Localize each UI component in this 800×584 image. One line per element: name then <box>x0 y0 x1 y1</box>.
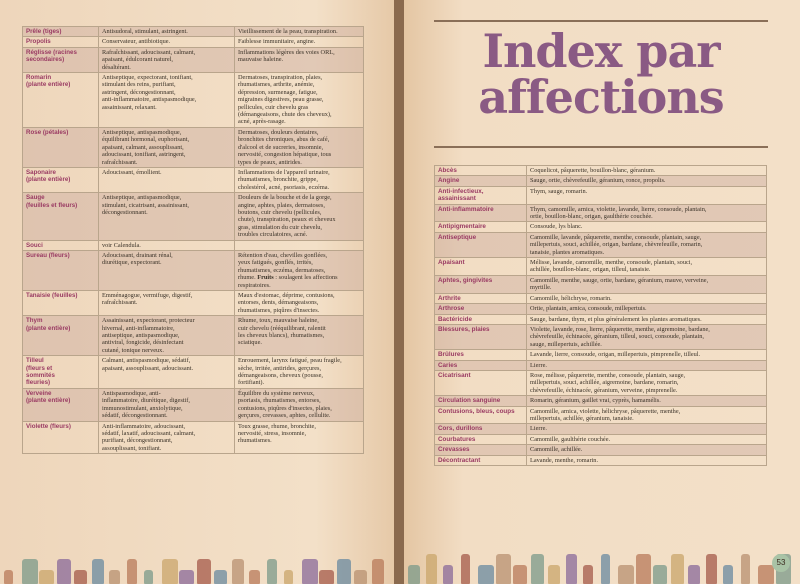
plant-properties: Antiseptique, antispasmodique, équilibrant hormonal, euphorisant, apaisant, calmant, assouplissant, adoucissant, tonifiant, astringent, rafraîchissant. <box>99 127 235 167</box>
bottle-illustration <box>566 554 577 584</box>
plants-table <box>22 26 364 454</box>
affection-name: Apaisant <box>435 258 527 276</box>
affection-plants: Consoude, lys blanc. <box>527 222 767 232</box>
page-number: 53 <box>772 554 790 572</box>
affection-name: Brûlures <box>435 350 527 360</box>
affection-name: Anti-infectieux, assainissant <box>435 186 527 204</box>
bottle-illustration <box>232 559 244 584</box>
bottle-illustration <box>688 565 700 584</box>
bottle-illustration <box>478 565 494 584</box>
plant-name: Tilleul (fleurs et sommités fleuries) <box>23 356 99 389</box>
title-line-2: affections <box>478 70 724 124</box>
right-page <box>404 0 800 584</box>
affection-row <box>435 275 767 293</box>
plant-name: Prêle (tiges) <box>23 27 99 37</box>
affection-name: Caries <box>435 360 527 370</box>
affection-name: Antiseptique <box>435 232 527 257</box>
plant-name: Saponaire (plante entière) <box>23 167 99 192</box>
bottle-illustration <box>671 554 684 584</box>
affection-row <box>435 204 767 222</box>
bottle-illustration <box>741 554 750 584</box>
affection-name: Blessures, plaies <box>435 324 527 349</box>
plant-properties: Antisudoral, stimulant, astringent. <box>99 27 235 37</box>
bottle-illustration <box>179 570 194 584</box>
affection-name: Cicatrisant <box>435 370 527 395</box>
bottle-illustration <box>706 554 717 584</box>
affection-plants: Mélisse, lavande, camomille, menthe, consoude, plantain, souci, achillée, bouillon-blanc, origan, tilleul, tanaisie. <box>527 258 767 276</box>
plant-row <box>23 193 364 240</box>
plant-row <box>23 167 364 192</box>
affection-plants: Violette, lavande, rose, lierre, pâquerette, menthe, aigremoine, bardane, chèvrefeuille, échinacée, géranium, tilleul, souci, consoude, plantain, sauge, millepertuis, achillée. <box>527 324 767 349</box>
plant-properties: Adoucissant, émollient. <box>99 167 235 192</box>
plant-indications <box>235 240 364 250</box>
affection-row <box>435 324 767 349</box>
bottle-illustration <box>302 559 318 584</box>
affection-row <box>435 176 767 186</box>
affection-plants: Lavande, lierre, consoude, origan, millepertuis, pimprenelle, tilleul. <box>527 350 767 360</box>
plant-properties: voir Calendula. <box>99 240 235 250</box>
plant-indications: Douleurs de la bouche et de la gorge, angine, aphtes, plaies, dermatoses, boutons, cuir chevelu (pellicules, chute), transpiration, peaux et cheveux gras, stimulation du cuir chevelu, troubles circulatoires, acné. <box>235 193 364 240</box>
plant-indications: Faiblesse immunitaire, angine. <box>235 37 364 47</box>
title-line-1: Index par <box>482 24 720 78</box>
affection-row <box>435 360 767 370</box>
bottle-illustration <box>723 565 733 584</box>
plant-properties: Anti-inflammatoire, adoucissant, sédatif, laxatif, adoucissant, calmant, purifiant, décongestionnant, assouplissant, tonifiant. <box>99 421 235 454</box>
bottle-illustration <box>57 559 71 584</box>
bottle-illustration <box>758 565 774 584</box>
plant-name: Romarin (plante entière) <box>23 73 99 128</box>
plant-name: Rose (pétales) <box>23 127 99 167</box>
book-gutter <box>394 0 404 584</box>
affection-name: Courbatures <box>435 434 527 444</box>
bottle-illustration <box>39 570 54 584</box>
bottle-illustration <box>372 559 384 584</box>
plant-row <box>23 127 364 167</box>
bottle-illustration <box>22 559 38 584</box>
bottle-illustration <box>92 559 104 584</box>
plant-name: Sauge (feuilles et fleurs) <box>23 193 99 240</box>
affection-name: Arthrite <box>435 293 527 303</box>
bottle-illustration <box>127 559 137 584</box>
plant-indications: Rétention d'eau, chevilles gonflées, yeux fatigués, gonflés, irrités, rhumatismes, eczéma, dermatoses, rhume. Fruits : soulagent les affections respiratoires. <box>235 250 364 290</box>
plant-name: Tanaisie (feuilles) <box>23 291 99 316</box>
affection-plants: Ortie, plantain, arnica, consoude, millepertuis. <box>527 304 767 314</box>
bottles-decoration-left <box>0 542 394 584</box>
affection-name: Aphtes, gingivites <box>435 275 527 293</box>
affection-row <box>435 370 767 395</box>
bottle-illustration <box>461 554 470 584</box>
plant-name: Violette (fleurs) <box>23 421 99 454</box>
plant-properties: Antiseptique, antispasmodique, stimulant, cicatrisant, assainissant, décongestionnant. <box>99 193 235 240</box>
bottle-illustration <box>109 570 120 584</box>
plant-properties: Antiseptique, expectorant, tonifiant, stimulant des reins, purifiant, astringent, décongestionnant, anti-inflammatoire, antispasmodique, assainissant, relaxant. <box>99 73 235 128</box>
affection-name: Circulation sanguine <box>435 396 527 406</box>
affections-table <box>434 165 767 466</box>
affection-row <box>435 314 767 324</box>
bottle-illustration <box>197 559 211 584</box>
plant-properties: Adoucissant, drainant rénal, diurétique, expectorant. <box>99 250 235 290</box>
ornament-top <box>434 20 768 22</box>
plant-name: Sureau (fleurs) <box>23 250 99 290</box>
bottle-illustration <box>4 570 13 584</box>
affection-plants: Sauge, bardane, thym, et plus généralement les plantes aromatiques. <box>527 314 767 324</box>
affection-name: Crevasses <box>435 445 527 455</box>
plant-indications: Toux grasse, rhume, bronchite, nervosité, stress, insomnie, rhumatismes. <box>235 421 364 454</box>
affection-name: Arthrose <box>435 304 527 314</box>
affection-row <box>435 186 767 204</box>
affection-row <box>435 166 767 176</box>
affection-row <box>435 232 767 257</box>
plant-indications: Inflammations légères des voies ORL, mauvaise haleine. <box>235 47 364 72</box>
plant-indications: Rhume, toux, mauvaise haleine, cuir chevelu (rééquilibrant, ralentit les cheveux blancs), rhumatismes, sciatique. <box>235 316 364 356</box>
bottle-illustration <box>249 570 260 584</box>
affection-plants: Camomille, arnica, violette, hélichryse, pâquerette, menthe, millepertuis, achillée, géranium, tanaisie. <box>527 406 767 424</box>
affection-name: Contusions, bleus, coups <box>435 406 527 424</box>
affection-plants: Camomille, gaulthérie couchée. <box>527 434 767 444</box>
bottle-illustration <box>636 554 651 584</box>
bottle-illustration <box>531 554 544 584</box>
affection-plants: Romarin, géranium, gaillet vrai, cyprès, hamamélis. <box>527 396 767 406</box>
plant-name: Réglisse (racines secondaires) <box>23 47 99 72</box>
affection-name: Abcès <box>435 166 527 176</box>
bottle-illustration <box>513 565 527 584</box>
affection-name: Cors, durillons <box>435 424 527 434</box>
plant-row <box>23 47 364 72</box>
bottle-illustration <box>601 554 610 584</box>
bottle-illustration <box>618 565 634 584</box>
plant-row <box>23 240 364 250</box>
plant-properties: Emménagogue, vermifuge, digestif, rafraîchissant. <box>99 291 235 316</box>
affection-name: Bactéricide <box>435 314 527 324</box>
affection-row <box>435 424 767 434</box>
bottle-illustration <box>408 565 420 584</box>
bottle-illustration <box>144 570 153 584</box>
affection-name: Antipigmentaire <box>435 222 527 232</box>
plant-row <box>23 356 364 389</box>
affection-row <box>435 445 767 455</box>
left-page <box>0 0 394 584</box>
bottle-illustration <box>354 570 367 584</box>
affection-plants: Lierre. <box>527 424 767 434</box>
affection-row <box>435 434 767 444</box>
plant-indications: Dermatoses, transpiration, plaies, rhumatismes, arthrite, anémie, dépression, surmenage, fatigue, migraines digestives, peau grasse, pellicules, cuir chevelu gras (démangeaisons, chute des cheveux), acné, après-rasage. <box>235 73 364 128</box>
affection-plants: Rose, mélisse, pâquerette, menthe, consoude, plantain, sauge, millepertuis, souci, achillée, aigremoine, bardane, romarin, chèvrefeuille, échinacée, géranium, verveine, pimprenelle. <box>527 370 767 395</box>
plant-row <box>23 421 364 454</box>
plant-row <box>23 388 364 421</box>
plant-indications: Équilibre du système nerveux, psoriasis, rhumatismes, entorses, contusions, piqûres d'insectes, plaies, gerçures, crevasses, aphtes, cellulite. <box>235 388 364 421</box>
plant-row <box>23 250 364 290</box>
affection-plants: Camomille, lavande, pâquerette, menthe, consoude, plantain, sauge, millepertuis, souci, achillée, origan, bardane, chèvrefeuille, romarin, tanaisie, plantes aromatiques. <box>527 232 767 257</box>
affection-plants: Camomille, achillée. <box>527 445 767 455</box>
affection-row <box>435 222 767 232</box>
plant-indications: Maux d'estomac, déprime, contusions, entorses, dents, démangeaisons, rhumatismes, piqûres d'insectes. <box>235 291 364 316</box>
plant-properties: Calmant, antispasmodique, sédatif, apaisant, assouplissant, adoucissant. <box>99 356 235 389</box>
plant-row <box>23 316 364 356</box>
bottle-illustration <box>74 570 87 584</box>
bottle-illustration <box>443 565 453 584</box>
bottle-illustration <box>214 570 227 584</box>
plant-name: Thym (plante entière) <box>23 316 99 356</box>
bottle-illustration <box>426 554 437 584</box>
bottle-illustration <box>548 565 560 584</box>
bottle-illustration <box>284 570 293 584</box>
affection-plants: Camomille, hélichryse, romarin. <box>527 293 767 303</box>
plant-indications: Inflammations de l'appareil urinaire, rhumatismes, bronchite, grippe, cholestérol, acné, psoriasis, eczéma. <box>235 167 364 192</box>
affection-plants: Sauge, ortie, chèvrefeuille, géranium, ronce, propolis. <box>527 176 767 186</box>
affection-plants: Thym, camomille, arnica, violette, lavande, lierre, consoude, plantain, ortie, bouillon-blanc, origan, gaulthérie couchée. <box>527 204 767 222</box>
plant-indications: Vieillissement de la peau, transpiration. <box>235 27 364 37</box>
affection-plants: Lavande, menthe, romarin. <box>527 455 767 465</box>
plant-name: Propolis <box>23 37 99 47</box>
plant-properties: Conservateur, antibiotique. <box>99 37 235 47</box>
affection-plants: Thym, sauge, romarin. <box>527 186 767 204</box>
bottle-illustration <box>319 570 334 584</box>
plant-properties: Assainissant, expectorant, protecteur hivernal, anti-inflammatoire, antiseptique, antispasmodique, antiviral, fongicide, désinfectant cutané, tonique nerveux. <box>99 316 235 356</box>
plant-name: Verveine (plante entière) <box>23 388 99 421</box>
affection-row <box>435 293 767 303</box>
affection-row <box>435 396 767 406</box>
plant-row <box>23 37 364 47</box>
bottle-illustration <box>337 559 351 584</box>
bottle-illustration <box>162 559 178 584</box>
plant-properties: Rafraîchissant, adoucissant, calmant, apaisant, édulcorant naturel, désaltérant. <box>99 47 235 72</box>
affection-plants: Lierre. <box>527 360 767 370</box>
ornament-bottom <box>434 146 768 148</box>
affection-plants: Camomille, menthe, sauge, ortie, bardane, géranium, mauve, verveine, myrtille. <box>527 275 767 293</box>
affection-name: Anti-inflammatoire <box>435 204 527 222</box>
plant-row <box>23 73 364 128</box>
affection-row <box>435 455 767 465</box>
plant-name: Souci <box>23 240 99 250</box>
bottle-illustration <box>496 554 511 584</box>
affection-row <box>435 258 767 276</box>
affection-name: Angine <box>435 176 527 186</box>
plant-row <box>23 291 364 316</box>
plant-indications: Enrouement, larynx fatigué, peau fragile, sèche, irritée, antirides, gerçures, démangeaisons, cheveux (pousse, fortifiant). <box>235 356 364 389</box>
affection-name: Décontractant <box>435 455 527 465</box>
affection-plants: Coquelicot, pâquerette, bouillon-blanc, géranium. <box>527 166 767 176</box>
bottle-illustration <box>583 565 593 584</box>
affection-row <box>435 406 767 424</box>
affection-row <box>435 304 767 314</box>
plant-indications: Dermatoses, douleurs dentaires, bronchites chroniques, abus de café, d'alcool et de sucreries, insomnie, nervosité, congestion hépatique, tous types de peaux, antirides. <box>235 127 364 167</box>
affection-row <box>435 350 767 360</box>
bottle-illustration <box>653 565 667 584</box>
plant-properties: Antispasmodique, anti- inflammatoire, diurétique, digestif, immunostimulant, anxiolytique, sédatif, décongestionnant. <box>99 388 235 421</box>
page-title <box>434 24 768 124</box>
bottle-illustration <box>267 559 277 584</box>
bottles-decoration-right <box>404 542 800 584</box>
plant-row <box>23 27 364 37</box>
